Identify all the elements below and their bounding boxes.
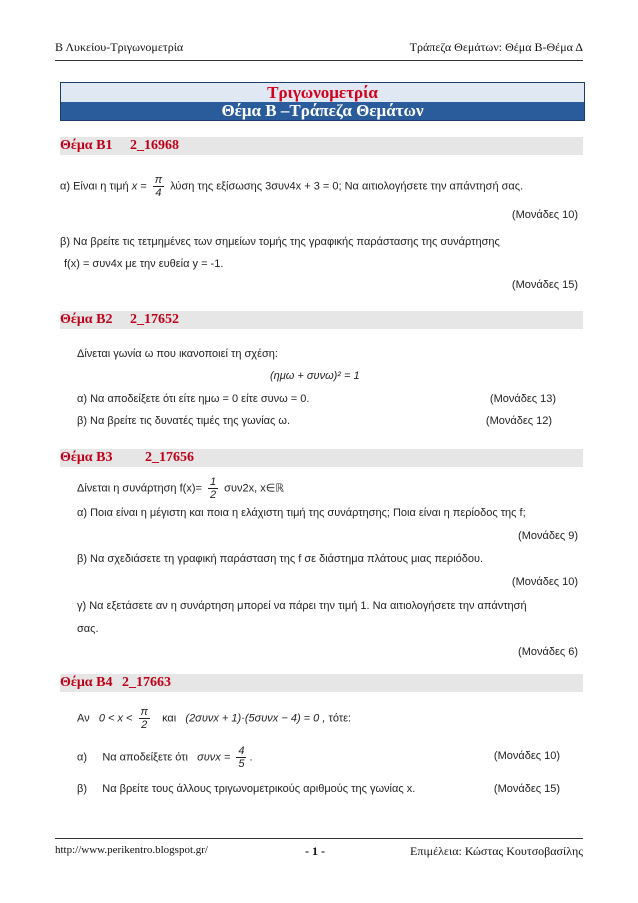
header-right: Τράπεζα Θεμάτων: Θέμα Β-Θέμα Δ: [409, 40, 583, 54]
b2-marks-b: (Μονάδες 12): [485, 415, 552, 427]
b2-question-b: β) Να βρείτε τις δυνατές τιμές της γωνίας ω.: [77, 415, 290, 427]
section-code: 2_16968: [130, 138, 179, 153]
b4-question-a: α) Να αποδείξετε ότι συνx = $\frac{4}{5}$ .: [77, 745, 253, 770]
footer-page-number: - 1 -: [305, 844, 325, 858]
b4-intro: Αν 0 < x < $\frac{\pi}{2}$ και (2συνx + 1)·(5συνx − 4) = 0 , τότε:: [77, 706, 352, 731]
header-rule: [55, 60, 583, 61]
b1-question-a: α) Είναι η τιμή x = $\frac{\pi}{4}$ λύση της εξίσωσης 3συν4x + 3 = 0; Να αιτιολογήσετε την απάντησή σας.: [60, 174, 524, 199]
header-left: Β Λυκείου-Τριγωνομετρία: [55, 40, 184, 54]
footer-author: Επιμέλεια: Κώστας Κουτσοβασίλης: [410, 844, 583, 858]
title-line2: Θέμα Β –Τράπεζα Θεμάτων: [221, 101, 424, 120]
b2-question-a: α) Να αποδείξετε ότι είτε ημω = 0 είτε συνω = 0.: [77, 393, 310, 405]
section-code: 2_17656: [145, 450, 194, 465]
b1-question-b-line1: β) Να βρείτε τις τετμημένες των σημείων τομής της γραφικής παράστασης της συνάρτησης: [60, 236, 500, 248]
section-title: Θέμα Β2: [60, 312, 113, 327]
footer-url[interactable]: http://www.perikentro.blogspot.gr/: [55, 844, 208, 856]
section-heading-b2: [60, 311, 583, 329]
b3-marks-b: (Μονάδες 10): [511, 576, 578, 588]
title-line1: Τριγωνομετρία: [61, 83, 584, 102]
b2-equation: (ημω + συνω)² = 1: [270, 370, 360, 382]
b3-question-a: α) Ποια είναι η μέγιστη και ποια η ελάχιστη τιμή της συνάρτησης; Ποια είναι η περίοδος της f;: [77, 507, 526, 519]
b2-marks-a: (Μονάδες 13): [489, 393, 556, 405]
section-heading-b3: [60, 449, 583, 467]
fraction: $\frac{\pi}{4}$: [154, 174, 163, 199]
b4-question-b: β) Να βρείτε τους άλλους τριγωνομετρικούς αριθμούς της γωνίας x.: [77, 783, 416, 795]
section-title: Θέμα Β4: [60, 675, 113, 690]
b3-marks-a: (Μονάδες 9): [518, 530, 578, 542]
b4-marks-a: (Μονάδες 10): [493, 750, 560, 762]
section-code: 2_17663: [122, 675, 171, 690]
b2-intro: Δίνεται γωνία ω που ικανοποιεί τη σχέση:: [77, 348, 278, 360]
section-title: Θέμα Β3: [60, 450, 113, 465]
footer-rule: [55, 838, 583, 839]
b3-question-c-line1: γ) Να εξετάσετε αν η συνάρτηση μπορεί να πάρει την τιμή 1. Να αιτιολογήσετε την απάντησή: [77, 600, 527, 612]
b1-question-b-line2: f(x) = συν4x με την ευθεία y = -1.: [64, 258, 224, 270]
fraction: $\frac{1}{2}$: [209, 476, 217, 501]
section-title: Θέμα Β1: [60, 138, 113, 153]
section-heading-b4: [60, 674, 583, 692]
fraction: $\frac{4}{5}$: [238, 745, 245, 770]
b3-question-c-line2: σας.: [77, 623, 99, 635]
b3-marks-c: (Μονάδες 6): [518, 646, 578, 658]
title-banner: [60, 82, 585, 121]
b3-question-b: β) Να σχεδιάσετε τη γραφική παράσταση της f σε διάστημα πλάτους μιας περιόδου.: [77, 553, 484, 565]
section-heading-b1: [60, 137, 583, 155]
b3-intro: Δίνεται η συνάρτηση f(x)= $\frac{1}{2}$ συν2x, x∈ℝ: [77, 476, 285, 501]
b4-marks-b: (Μονάδες 15): [493, 783, 560, 795]
b1-marks-b: (Μονάδες 15): [511, 279, 578, 291]
fraction: $\frac{\pi}{2}$: [140, 706, 148, 731]
section-code: 2_17652: [130, 312, 179, 327]
b1-marks-a: (Μονάδες 10): [511, 209, 578, 221]
